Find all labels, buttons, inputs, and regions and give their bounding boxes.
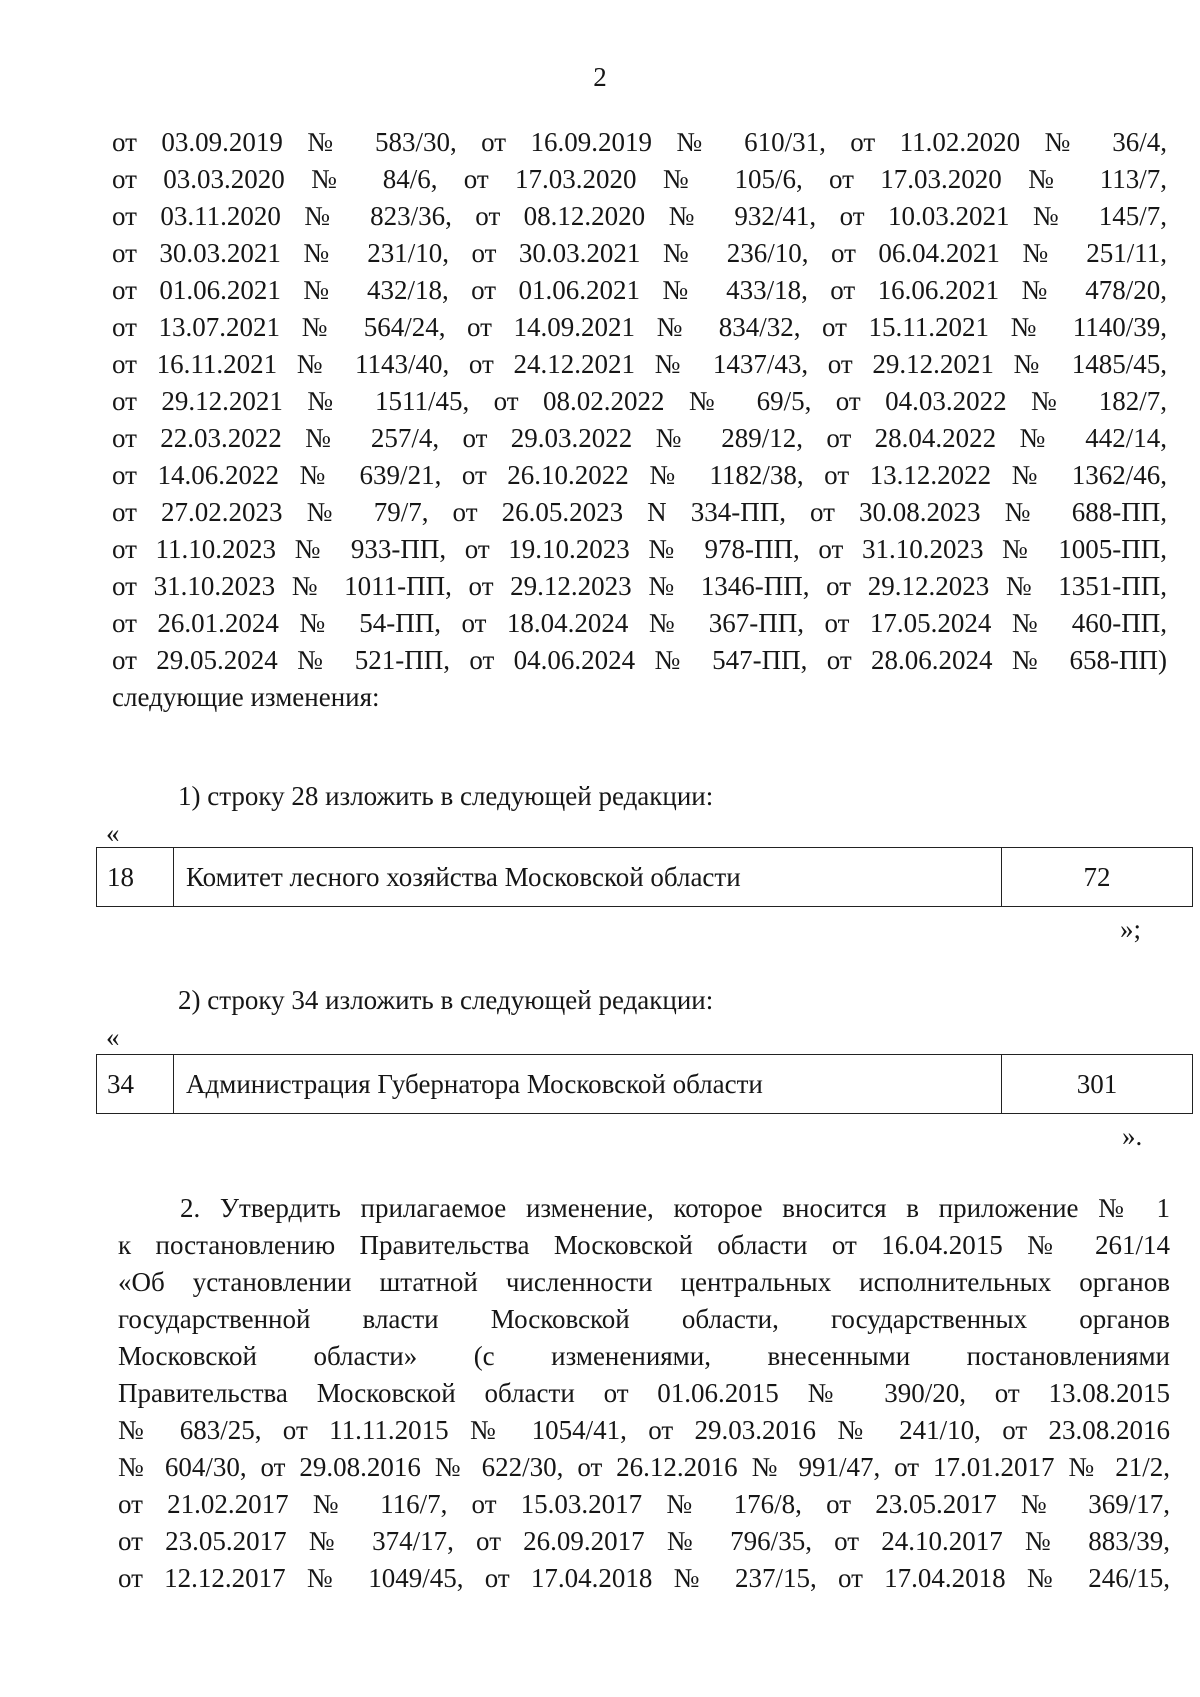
text-line: от 29.12.2021 № 1511/45, от 08.02.2022 № 69/5, от 04.03.2022 № 182/7,: [112, 386, 1167, 416]
text-line: от 22.03.2022 № 257/4, от 29.03.2022 № 289/12, от 28.04.2022 № 442/14,: [112, 423, 1167, 453]
text-line: от 03.11.2020 № 823/36, от 08.12.2020 № 932/41, от 10.03.2021 № 145/7,: [112, 201, 1167, 231]
text-line: от 03.09.2019 № 583/30, от 16.09.2019 № 610/31, от 11.02.2020 № 36/4,: [112, 127, 1167, 157]
page-number: 2: [593, 62, 607, 92]
staff-count-cell: 301: [1002, 1055, 1193, 1114]
text-line: от 31.10.2023 № 1011-ПП, от 29.12.2023 № 1346-ПП, от 29.12.2023 № 1351-ПП,: [112, 571, 1167, 601]
item-1-heading: 1) строку 28 изложить в следующей редакции:: [178, 781, 714, 811]
text-line: от 30.03.2021 № 231/10, от 30.03.2021 № 236/10, от 06.04.2021 № 251/11,: [112, 238, 1167, 268]
text-line: от 23.05.2017 № 374/17, от 26.09.2017 № 796/35, от 24.10.2017 № 883/39,: [118, 1526, 1170, 1556]
text-line: от 16.11.2021 № 1143/40, от 24.12.2021 № 1437/43, от 29.12.2021 № 1485/45,: [112, 349, 1167, 379]
item-2-heading: 2) строку 34 изложить в следующей редакции:: [178, 985, 714, 1015]
text-line: государственной власти Московской области, государственных органов: [118, 1304, 1170, 1334]
organization-name-cell: Администрация Губернатора Московской области: [174, 1055, 1002, 1114]
text-line: Правительства Московской области от 01.06.2015 № 390/20, от 13.08.2015: [118, 1378, 1170, 1408]
text-line: от 14.06.2022 № 639/21, от 26.10.2022 № 1182/38, от 13.12.2022 № 1362/46,: [112, 460, 1167, 490]
text-line: № 604/30, от 29.08.2016 № 622/30, от 26.12.2016 № 991/47, от 17.01.2017 № 21/2,: [118, 1452, 1170, 1482]
row-number-cell: 34: [97, 1055, 174, 1114]
item-1-table: [96, 847, 1193, 907]
item-2-open-quote: «: [106, 1022, 120, 1052]
text-line: от 13.07.2021 № 564/24, от 14.09.2021 № 834/32, от 15.11.2021 № 1140/39,: [112, 312, 1167, 342]
row-number-cell: 18: [97, 848, 174, 907]
text-line: от 29.05.2024 № 521-ПП, от 04.06.2024 № 547-ПП, от 28.06.2024 № 658-ПП): [112, 645, 1167, 675]
text-line: к постановлению Правительства Московской области от 16.04.2015 № 261/14: [118, 1230, 1170, 1260]
text-line: от 12.12.2017 № 1049/45, от 17.04.2018 № 237/15, от 17.04.2018 № 246/15,: [118, 1563, 1170, 1593]
text-line: № 683/25, от 11.11.2015 № 1054/41, от 29.03.2016 № 241/10, от 23.08.2016: [118, 1415, 1170, 1445]
staff-count-cell: 72: [1002, 848, 1193, 907]
approval-paragraph: [118, 1190, 1170, 1597]
text-line: от 11.10.2023 № 933-ПП, от 19.10.2023 № 978-ПП, от 31.10.2023 № 1005-ПП,: [112, 534, 1167, 564]
text-line: от 01.06.2021 № 432/18, от 01.06.2021 № 433/18, от 16.06.2021 № 478/20,: [112, 275, 1167, 305]
text-line: следующие изменения:: [112, 682, 380, 712]
item-1-open-quote: «: [106, 818, 120, 848]
text-line: 2. Утвердить прилагаемое изменение, которое вносится в приложение № 1: [180, 1193, 1170, 1223]
text-line: «Об установлении штатной численности центральных исполнительных органов: [118, 1267, 1170, 1297]
table-row: [97, 1055, 1193, 1114]
amendments-list-paragraph: [112, 124, 1167, 716]
item-1-close-quote: »;: [1120, 914, 1142, 944]
text-line: Московской области» (с изменениями, внесенными постановлениями: [118, 1341, 1170, 1371]
text-line: от 27.02.2023 № 79/7, от 26.05.2023 N 334-ПП, от 30.08.2023 № 688-ПП,: [112, 497, 1167, 527]
item-2-table: [96, 1054, 1193, 1114]
text-line: от 26.01.2024 № 54-ПП, от 18.04.2024 № 367-ПП, от 17.05.2024 № 460-ПП,: [112, 608, 1167, 638]
item-2-close-quote: ».: [1122, 1121, 1143, 1151]
organization-name-cell: Комитет лесного хозяйства Московской области: [174, 848, 1002, 907]
table-row: [97, 848, 1193, 907]
text-line: от 03.03.2020 № 84/6, от 17.03.2020 № 105/6, от 17.03.2020 № 113/7,: [112, 164, 1167, 194]
text-line: от 21.02.2017 № 116/7, от 15.03.2017 № 176/8, от 23.05.2017 № 369/17,: [118, 1489, 1170, 1519]
